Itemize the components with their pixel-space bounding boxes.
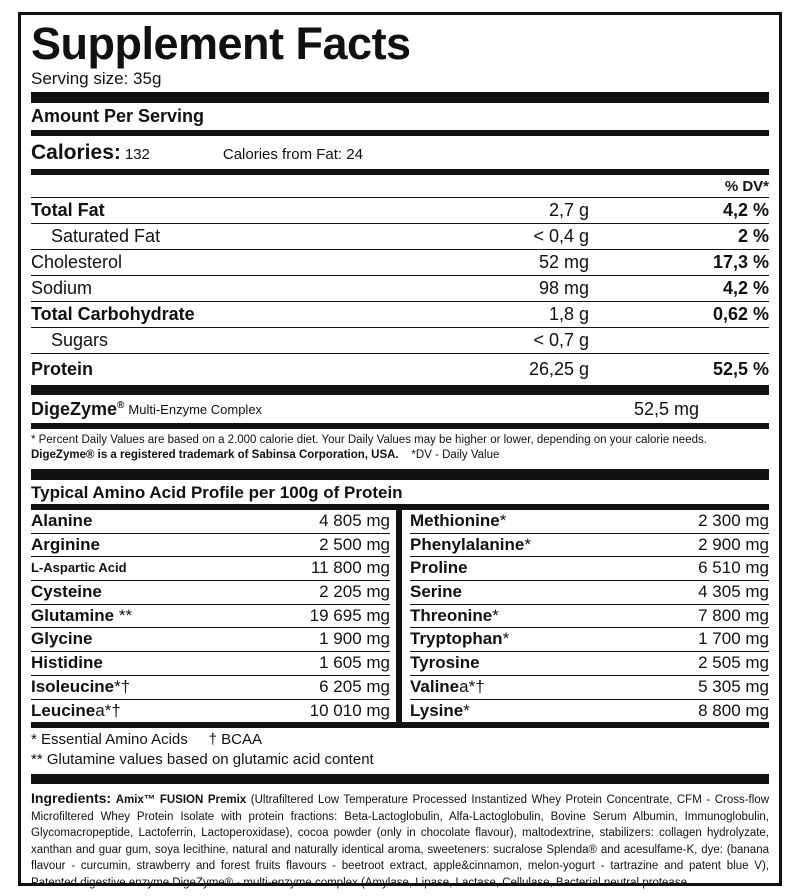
amino-column-right xyxy=(410,510,769,722)
calories-value: 132 xyxy=(124,146,150,163)
nutrient-row-sugars xyxy=(31,328,769,353)
ingredients-premix: Amix™ FUSION Premix xyxy=(115,794,247,807)
amino-table xyxy=(31,510,769,722)
nutrient-row-total-fat xyxy=(31,198,769,223)
digezyme-description: Multi-Enzyme Complex xyxy=(128,401,263,417)
dv-note: *DV - Daily Value xyxy=(411,449,500,461)
amino-row: Valinea*† 5 305 mg xyxy=(410,676,769,700)
ingredients-heading: Ingredients: xyxy=(31,790,112,807)
nutrient-row-saturated-fat xyxy=(31,224,769,249)
nutrient-amount: 2,7 g xyxy=(548,200,589,220)
nutrient-dv: 17,3 % xyxy=(712,252,769,272)
amino-notes xyxy=(31,728,769,770)
calories-label: Calories: xyxy=(31,141,121,164)
supplement-facts-panel xyxy=(18,12,782,889)
calories-row xyxy=(31,136,769,169)
nutrient-row-protein xyxy=(31,354,769,382)
divider-thick xyxy=(31,774,769,784)
amino-row: Serine 4 305 mg xyxy=(410,581,769,605)
nutrient-row-cholesterol xyxy=(31,250,769,275)
nutrient-dv: 52,5 % xyxy=(712,359,769,379)
amino-column-left xyxy=(31,510,402,722)
nutrient-name: Total Carbohydrate xyxy=(31,304,195,324)
serving-size: Serving size: 35g xyxy=(31,69,162,88)
nutrient-dv: 0,62 % xyxy=(712,304,769,324)
amount-per-serving-heading: Amount Per Serving xyxy=(31,106,205,126)
amino-row: Glutamine ** 19 695 mg xyxy=(31,605,390,629)
nutrient-dv: 4,2 % xyxy=(722,200,769,220)
nutrient-dv: 4,2 % xyxy=(722,278,769,298)
amino-row: Proline 6 510 mg xyxy=(410,557,769,581)
nutrient-name: Protein xyxy=(31,359,94,379)
nutrient-name: Saturated Fat xyxy=(51,226,161,246)
essential-note: * Essential Amino Acids xyxy=(31,731,188,749)
nutrient-amount: 26,25 g xyxy=(528,359,589,379)
amino-row: L-Aspartic Acid 11 800 mg xyxy=(31,557,390,581)
amino-row: Lysine* 8 800 mg xyxy=(410,700,769,720)
amino-row: Leucinea*† 10 010 mg xyxy=(31,700,390,720)
amino-row: Tyrosine 2 505 mg xyxy=(410,652,769,676)
amino-row: Tryptophan* 1 700 mg xyxy=(410,628,769,652)
ingredients-list: (Ultrafiltered Low Temperature Processed Instantized Whey Protein Concentrate, CFM - Cross-flow Microfiltered Whey Protein Isolate with protein fractions: Beta-Lactoglobulin, Alfa-Lactoglobulin, Bovine Serum Albumin, Immunoglobulin, Glycomacropeptide, Lactoferrin, Lactoperoxidase), cocoa powder (only in chocolate flavour), maltodextrine, stabilizers: collagen hydrolyzate, xanthan and guar gum, soya lecithine, natural and naturally identical aroma, sweeteners: sucralose Splenda® and acesulfame-K, dye: (banana flavour - curcumin, strawberry and forest fruits flavours - beetroot extract, apple&cinnamon, melon-yogurt - tartrazine and patent blue V), Patented digestive enzyme DigeZyme® - multi-enzyme complex (Amylase, Lipase, Lactase, Cellulase, Bacterial neutral protease xyxy=(31,794,770,889)
glutamine-note: ** Glutamine values based on glutamic acid content xyxy=(31,751,374,769)
nutrient-row-sodium xyxy=(31,276,769,301)
amino-row: Threonine* 7 800 mg xyxy=(410,605,769,629)
footnote-line: * Percent Daily Values are based on a 2.000 calorie diet. Your Daily Values may be higher or lower, depending on your calorie needs. xyxy=(31,434,707,446)
nutrient-amount: 98 mg xyxy=(538,278,589,298)
panel-title: Supplement Facts xyxy=(31,18,411,69)
nutrient-name: Sodium xyxy=(31,278,93,298)
divider-thick xyxy=(31,385,769,395)
nutrient-name: Total Fat xyxy=(31,200,105,220)
trademark-note: DigeZyme® is a registered trademark of Sabinsa Corporation, USA. xyxy=(31,449,399,461)
nutrient-dv: 2 % xyxy=(737,226,769,246)
nutrient-amount: < 0,4 g xyxy=(533,226,589,246)
divider-thick xyxy=(31,469,769,480)
digezyme-row xyxy=(31,395,769,423)
digezyme-name: DigeZyme® xyxy=(31,398,125,419)
nutrient-amount: 1,8 g xyxy=(548,304,589,324)
dv-header: % DV* xyxy=(724,178,769,195)
nutrient-name: Sugars xyxy=(51,330,109,350)
amino-row: Alanine 4 805 mg xyxy=(31,510,390,534)
calories-from-fat: Calories from Fat: 24 xyxy=(222,146,363,163)
amino-row: Glycine 1 900 mg xyxy=(31,628,390,652)
ingredients-text xyxy=(31,784,769,891)
nutrient-amount: < 0,7 g xyxy=(533,330,589,350)
amino-row: Arginine 2 500 mg xyxy=(31,534,390,558)
dv-footnote xyxy=(31,429,769,466)
digezyme-amount: 52,5 mg xyxy=(634,398,700,419)
nutrient-name: Cholesterol xyxy=(31,252,123,272)
amino-row: Histidine 1 605 mg xyxy=(31,652,390,676)
amino-profile-title: Typical Amino Acid Profile per 100g of Protein xyxy=(31,483,403,502)
nutrient-amount: 52 mg xyxy=(538,252,589,272)
amino-row: Isoleucine*† 6 205 mg xyxy=(31,676,390,700)
amino-row: Phenylalanine* 2 900 mg xyxy=(410,534,769,558)
bcaa-note: † BCAA xyxy=(208,731,262,749)
amino-row: Cysteine 2 205 mg xyxy=(31,581,390,605)
divider-thick xyxy=(31,92,769,103)
nutrient-row-total-carbohydrate xyxy=(31,302,769,327)
amino-row: Methionine* 2 300 mg xyxy=(410,510,769,534)
